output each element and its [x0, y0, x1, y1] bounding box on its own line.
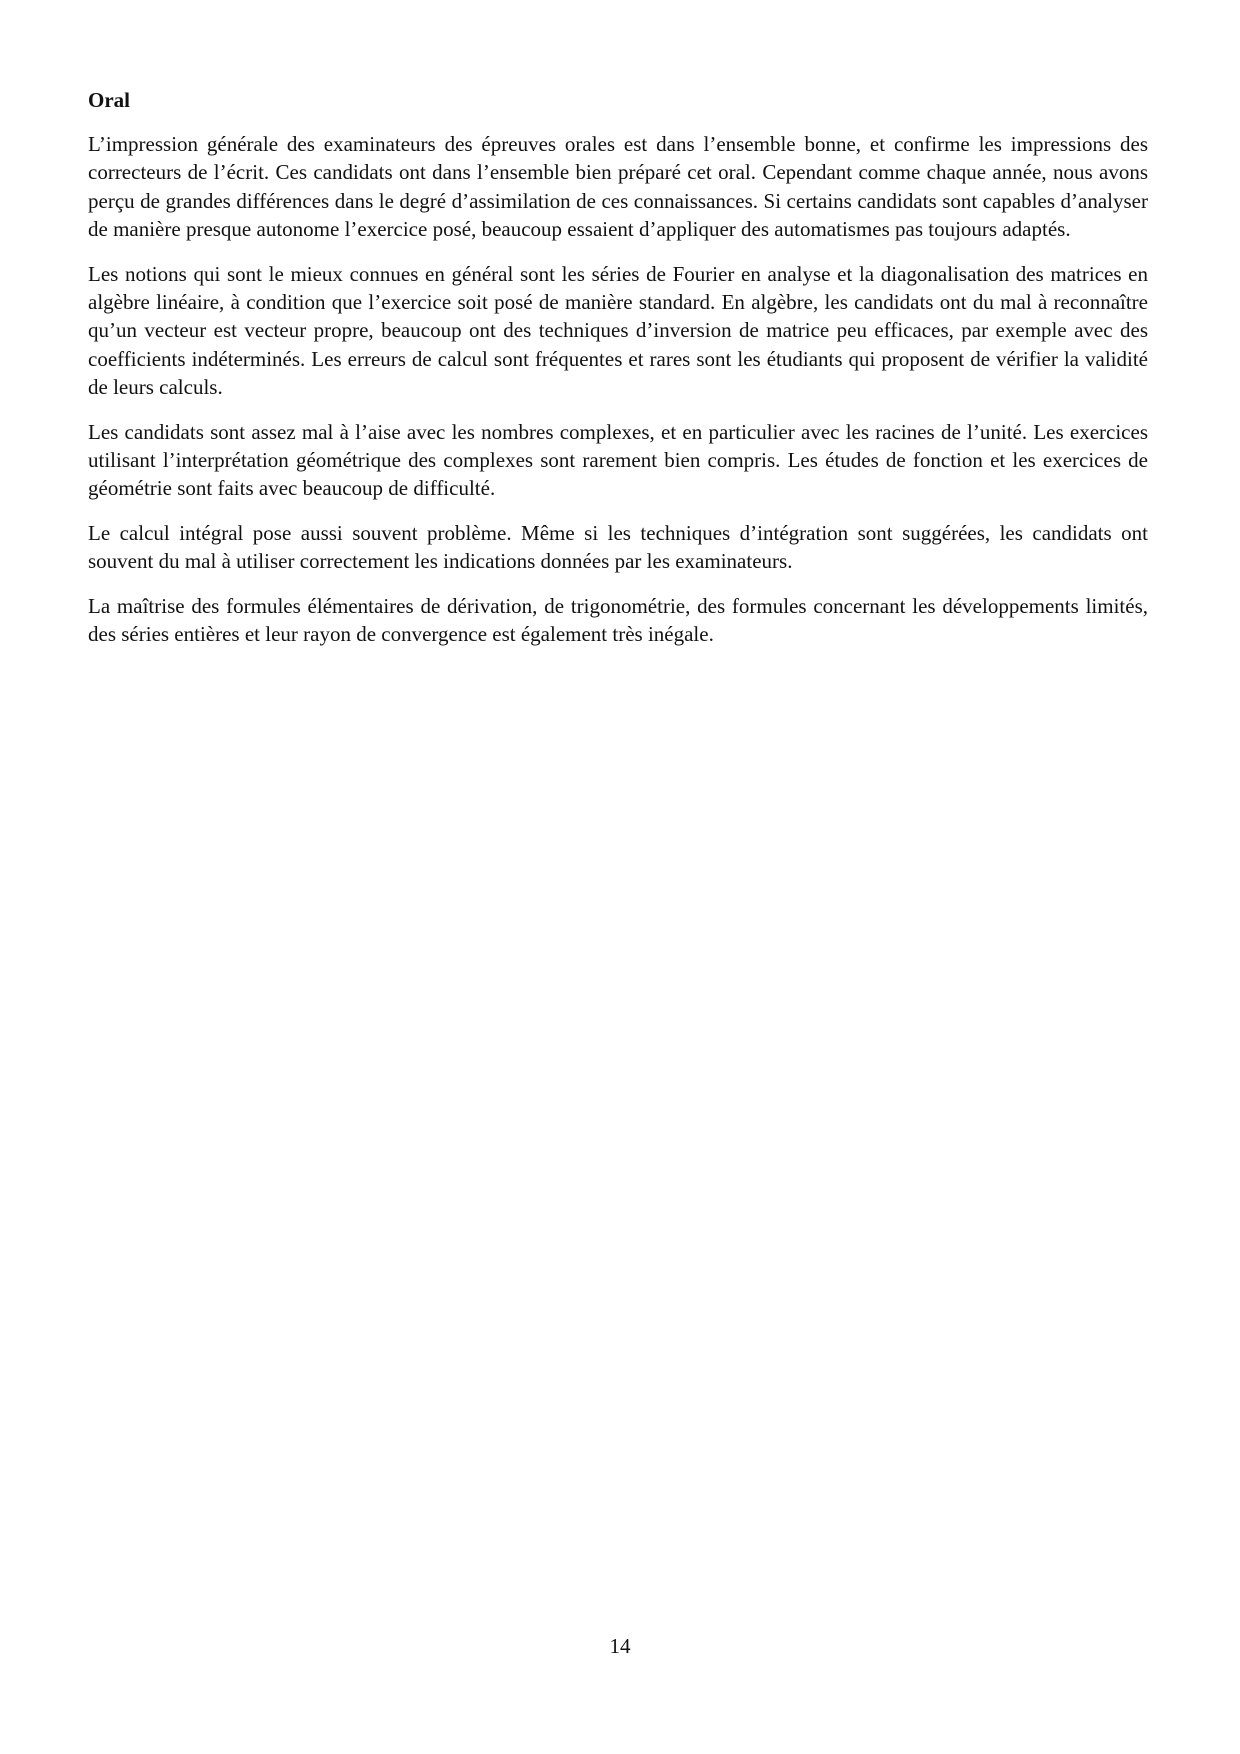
paragraph-complex-numbers: Les candidats sont assez mal à l’aise avec les nombres complexes, et en particulier avec les racines de l’unité. Les exercices utilisant l’interprétation géométrique des complexes sont rarement bien compris. Les études de fonction et les exercices de géométrie sont faits avec beaucoup de difficulté.: [88, 419, 1148, 501]
section-heading: Oral: [88, 88, 130, 112]
paragraph-elementary-formulas: La maîtrise des formules élémentaires de dérivation, de trigonométrie, des formules concernant les développements limités, des séries entières et leur rayon de convergence est également très inégale.: [88, 593, 1148, 647]
paragraph-general-impression: L’impression générale des examinateurs des épreuves orales est dans l’ensemble bonne, et confirme les impressions des correcteurs de l’écrit. Ces candidats ont dans l’ensemble bien préparé cet oral. Cependant comme chaque année, nous avons perçu de grandes différences dans le degré d’assimilation de ces connaissances. Si certains candidats sont capables d’analyser de manière presque autonome l’exercice posé, beaucoup essaient d’appliquer des automatismes pas toujours adaptés.: [88, 132, 1148, 242]
page-number: 14: [609, 1634, 631, 1658]
paragraph-integral-calculus: Le calcul intégral pose aussi souvent problème. Même si les techniques d’intégration sont suggérées, les candidats ont souvent du mal à utiliser correctement les indications données par les examinateurs.: [88, 520, 1148, 574]
paragraph-best-known-notions: Les notions qui sont le mieux connues en général sont les séries de Fourier en analyse et la diagonalisation des matrices en algèbre linéaire, à condition que l’exercice soit posé de manière standard. En algèbre, les candidats ont du mal à reconnaître qu’un vecteur est vecteur propre, beaucoup ont des techniques d’inversion de matrice peu efficaces, par exemple avec des coefficients indéterminés. Les erreurs de calcul sont fréquentes et rares sont les étudiants qui proposent de vérifier la validité de leurs calculs.: [88, 261, 1148, 400]
page-content: [88, 86, 1148, 665]
